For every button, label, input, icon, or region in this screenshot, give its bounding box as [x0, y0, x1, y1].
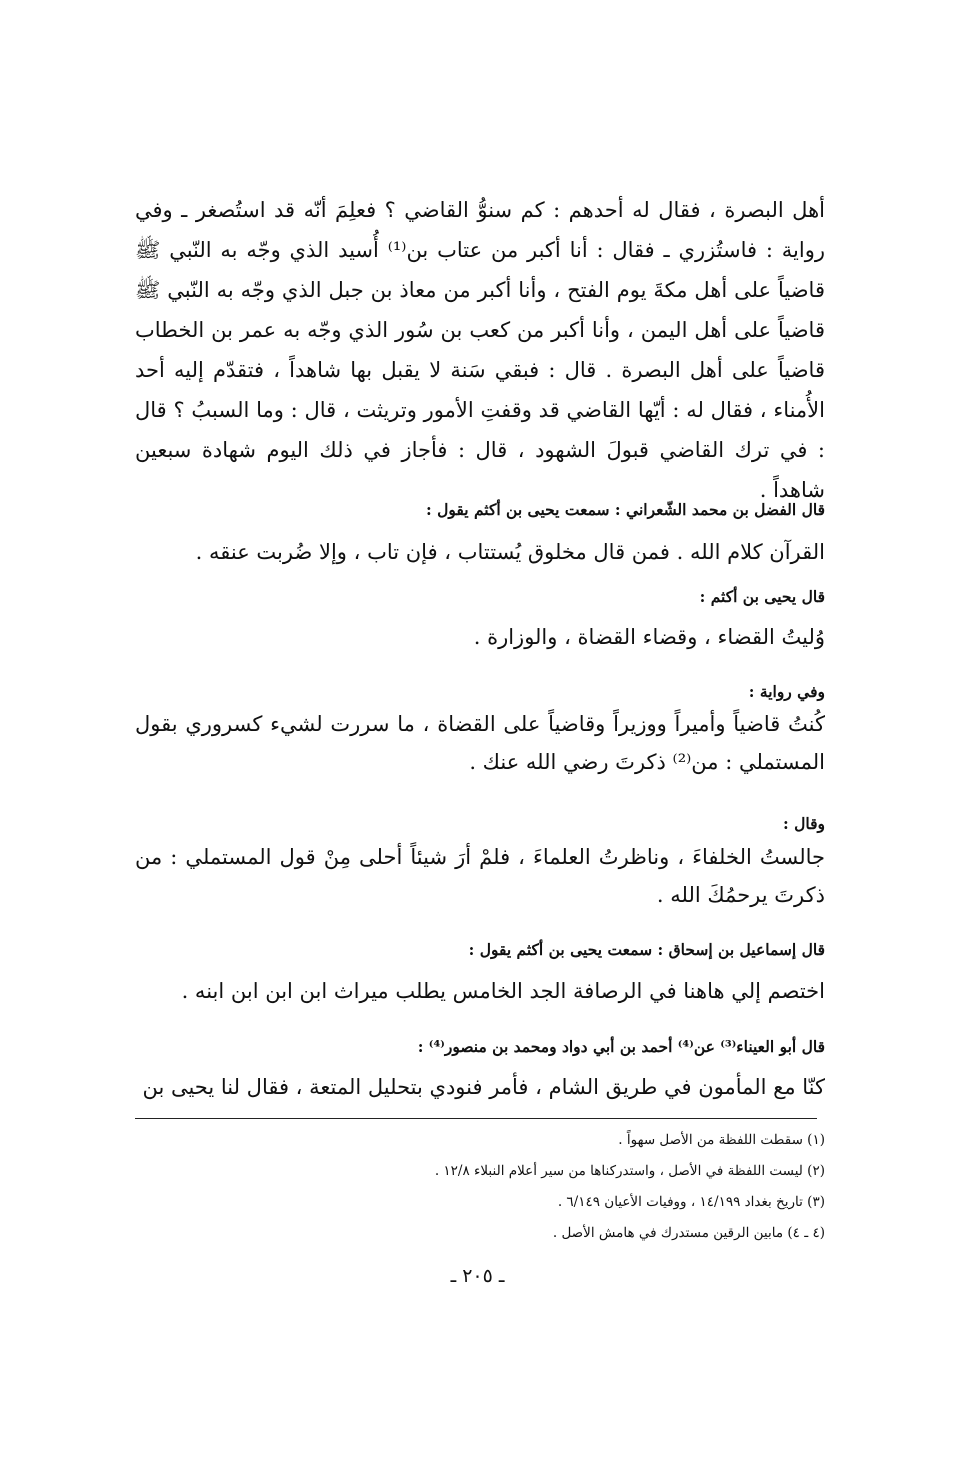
section-heading: قال إسماعيل بن إسحاق : سمعت يحيى بن أكثم يقول :: [468, 940, 825, 959]
section-body: كُنتُ قاضياً وأميراً ووزيراً وقاضياً على القضاة ، ما سررت لشيء كسروري بقول المستملي : من⁽²⁾ ذكرتَ رضي الله عنك .: [135, 712, 825, 774]
footnote: (٢) ليست اللفظة في الأصل ، واستدركناها من سير أعلام النبلاء ١٢/٨ .: [434, 1163, 825, 1179]
section-heading: قال أبو العيناء⁽³⁾ عن⁽⁴⁾ أحمد بن أبي دواد ومحمد بن منصور⁽⁴⁾ :: [417, 1037, 825, 1056]
footnote-separator: [135, 1118, 817, 1119]
section-body: القرآن كلام الله . فمن قال مخلوق يُستتاب ، فإن تاب ، وإلا ضُربت عنقه .: [195, 540, 825, 564]
section-heading: وفي رواية :: [748, 682, 825, 701]
page-number: ـ ٢٠٥ ـ: [450, 1265, 505, 1287]
footnotes: [135, 1125, 825, 1249]
section-body: كنّا مع المأمون في طريق الشام ، فأمر فنودي بتحليل المتعة ، فقال لنا يحيى بن: [142, 1075, 825, 1099]
section-heading: قال الفضل بن محمد الشّعراني : سمعت يحيى بن أكثم يقول :: [426, 500, 825, 519]
footnote: (٣) تاريخ بغداد ١٤/١٩٩ ، ووفيات الأعيان ٦/١٤٩ .: [557, 1194, 825, 1210]
section-heading: قال يحيى بن أكثم :: [699, 587, 825, 606]
footnote: (١) سقطت اللفظة من الأصل سهواً .: [618, 1132, 825, 1148]
intro-paragraph: أهل البصرة ، فقال له أحدهم : كم سنوُّ القاضي ؟ فعلِمَ أنّه قد استُصغر ـ وفي رواية : فاستُزري ـ فقال : أنا أكبر من عتاب بن⁽¹⁾ أُسيد الذي وجّه به النّبي ﷺ قاضياً على أهل مكةَ يوم الفتح ، وأنا أكبر من معاذ بن جبل الذي وجّه به النّبي ﷺ قاضياً على أهل اليمن ، وأنا أكبر من كعب بن سُور الذي وجّه به عمر بن الخطاب قاضياً على أهل البصرة . قال : فبقي سَنة لا يقبل بها شاهداً ، فتقدّم إليه أحد الأُمناء ، فقال له : أيّها القاضي قد وقفتِ الأمور وتريثت ، قال : وما السببُ ؟ قال : في ترك القاضي قبولَ الشهود ، قال : فأجاز في ذلك اليوم شهادة سبعين شاهداً .: [135, 198, 825, 502]
section-heading: وقال :: [783, 814, 825, 833]
section-body: اختصم إلي هاهنا في الرصافة الجد الخامس يطلب ميراث ابن ابن ابن ابنه .: [181, 979, 825, 1003]
footnote: (٤ ـ ٤) مابين الرقين مستدرك في هامش الأصل .: [552, 1225, 825, 1241]
section-body: وُليتُ القضاء ، وقضاء القضاة ، والوزارة .: [473, 625, 825, 649]
section-body: جالستُ الخلفاءَ ، وناظرتُ العلماءَ ، فلمْ أرَ شيئاً أحلى مِنْ قول المستملي : من ذكرتَ يرحمُكَ الله .: [135, 845, 825, 907]
